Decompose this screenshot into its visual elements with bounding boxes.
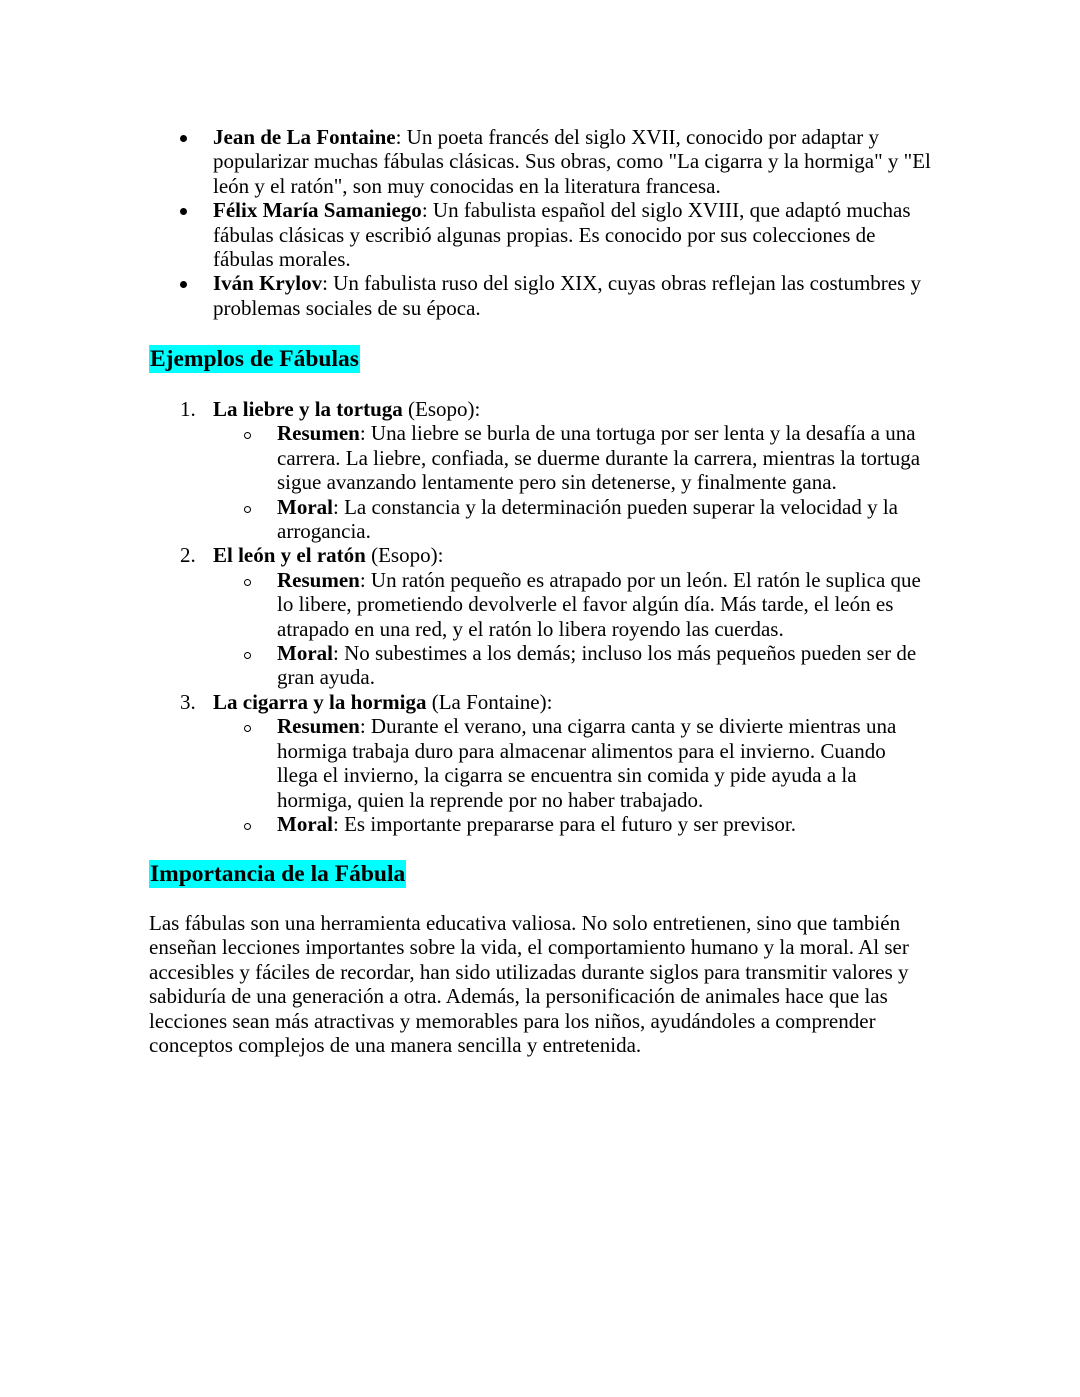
summary-label: Resumen bbox=[277, 567, 360, 592]
circle-bullet-icon bbox=[244, 652, 251, 659]
circle-bullet-icon bbox=[244, 432, 251, 439]
author-description: : Un poeta francés del siglo XVII, conocido por adaptar y popularizar muchas fábulas clásicas. Sus obras, como "La cigarra y la hormiga" y "El león y el ratón", son muy conocidas en la literatura francesa. bbox=[213, 125, 931, 198]
fable-title: El león y el ratón bbox=[213, 543, 366, 568]
list-item bbox=[0, 125, 939, 198]
circle-bullet-icon bbox=[244, 579, 251, 586]
list-number: 2. bbox=[180, 543, 196, 568]
example-title-line bbox=[0, 690, 1080, 714]
summary-label: Resumen bbox=[277, 421, 360, 446]
fable-title: La cigarra y la hormiga bbox=[213, 689, 427, 714]
list-item bbox=[0, 271, 939, 320]
moral-item bbox=[0, 812, 929, 836]
moral-text: : Es importante prepararse para el futuro y ser previsor. bbox=[332, 811, 796, 836]
list-number: 3. bbox=[180, 689, 196, 714]
fable-author: (Esopo): bbox=[365, 543, 444, 568]
author-description: : Un fabulista ruso del siglo XIX, cuyas obras reflejan las costumbres y problemas sociales de su época. bbox=[213, 271, 922, 320]
circle-bullet-icon bbox=[244, 823, 251, 830]
example-title-line bbox=[0, 397, 1080, 421]
list-item bbox=[0, 198, 939, 271]
bullet-icon bbox=[180, 208, 187, 215]
author-name: Félix María Samaniego bbox=[213, 198, 422, 223]
moral-label: Moral bbox=[277, 641, 333, 666]
fable-title: La liebre y la tortuga bbox=[213, 397, 403, 421]
author-name: Jean de La Fontaine bbox=[213, 125, 396, 149]
fable-author: (Esopo): bbox=[402, 397, 481, 421]
circle-bullet-icon bbox=[244, 725, 251, 732]
importance-paragraph: Las fábulas son una herramienta educativa valiosa. No solo entretienen, sino que también enseñan lecciones importantes sobre la vida, el comportamiento humano y la moral. Al ser accesibles y fáciles de recordar, han sido utilizadas durante siglos para transmitir valores y sabiduría de una generación a otra. Además, la personificación de animales hace que las lecciones sean más atractivas y memorables para los niños, ayudándoles a comprender conceptos complejos de una manera sencilla y entretenida. bbox=[149, 911, 909, 1058]
moral-item bbox=[0, 495, 929, 544]
list-number: 1. bbox=[180, 397, 196, 421]
moral-item bbox=[0, 641, 929, 690]
moral-text: : No subestimes a los demás; incluso los más pequeños pueden ser de gran ayuda. bbox=[277, 641, 917, 690]
importance-heading: Importancia de la Fábula bbox=[150, 861, 406, 887]
bullet-icon bbox=[180, 281, 187, 288]
author-name: Iván Krylov bbox=[213, 271, 323, 296]
summary-item bbox=[0, 714, 929, 812]
summary-item bbox=[0, 421, 929, 494]
example-title-line bbox=[0, 543, 1080, 567]
summary-text: : Una liebre se burla de una tortuga por ser lenta y la desafía a una carrera. La liebre, confiada, se duerme durante la carrera, mientras la tortuga sigue avanzando lentamente pero sin detenerse, y finalmente gana. bbox=[277, 421, 921, 495]
summary-label: Resumen bbox=[277, 714, 360, 739]
circle-bullet-icon bbox=[244, 506, 251, 513]
example-item bbox=[0, 690, 1080, 836]
moral-text: : La constancia y la determinación pueden superar la velocidad y la arrogancia. bbox=[277, 494, 898, 544]
author-description: : Un fabulista español del siglo XVIII, que adaptó muchas fábulas clásicas y escribió algunas propias. Es conocido por sus colecciones de fábulas morales. bbox=[213, 198, 911, 272]
bullet-icon bbox=[180, 135, 187, 142]
example-item bbox=[0, 397, 1080, 543]
summary-item bbox=[0, 568, 929, 641]
example-item bbox=[0, 543, 1080, 689]
summary-text: : Durante el verano, una cigarra canta y se divierte mientras una hormiga trabaja duro para almacenar alimentos para el invierno. Cuando llega el invierno, la cigarra se encuentra sin comida y pide ayuda a la hormiga, quien la reprende por no haber trabajado. bbox=[277, 714, 897, 812]
moral-label: Moral bbox=[277, 811, 333, 836]
authors-list bbox=[0, 125, 1080, 320]
summary-text: : Un ratón pequeño es atrapado por un león. El ratón le suplica que lo libere, prometiendo devolverle el favor algún día. Más tarde, el león es atrapado en una red, y el ratón lo libera royendo las cuerdas. bbox=[277, 567, 921, 641]
examples-heading: Ejemplos de Fábulas bbox=[150, 346, 359, 372]
examples-list bbox=[0, 397, 1080, 836]
moral-label: Moral bbox=[277, 494, 333, 519]
fable-author: (La Fontaine): bbox=[426, 689, 553, 714]
